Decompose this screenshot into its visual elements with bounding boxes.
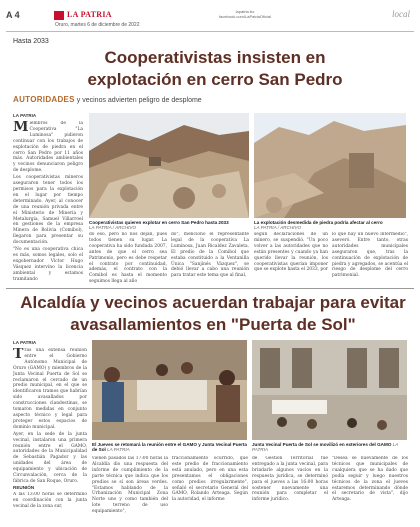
story1-photo2-credit: LA PATRIA / ARCHIVO xyxy=(254,225,302,231)
page-section-code: A 4 xyxy=(6,10,20,20)
story2-column-1b xyxy=(13,492,87,522)
story1-column-5 xyxy=(332,232,408,286)
story1-photo1-caption-text: Cooperativistas quieren explotar en cerro San Pedro hasta 2033 xyxy=(89,220,229,225)
story2-column-4 xyxy=(252,456,328,522)
story1-paragraph: "No es una cooperativa chica es más, somos legales, solo el exgobernador Víctor Hugo Vásquez intervino la licencia ambiental y estamos tramitando xyxy=(13,247,83,282)
story2-byline: LA PATRIA xyxy=(13,340,37,345)
story1-photo-hill xyxy=(254,113,406,218)
story1-column-2 xyxy=(89,232,167,286)
story1-photo1-caption xyxy=(89,220,249,231)
story2-paragraph: ras una extensa reunión entre el Gobierno Autónomo Municipal de Oruro (GAMO) y miembros de la Junta Vecinal Puerta de Sol se reclamaron el cercado de un predio municipal, en el que se identificaron tramos que habrían sido avasallados por construcciones clandestinas, se tomaron medidas en conjunto aspecto técnico y legal para proteger estos espacios de dominio municipal. xyxy=(13,348,87,430)
story1-kicker: Hasta 2033 xyxy=(13,38,49,45)
story1-column-3 xyxy=(171,232,249,286)
story1-paragraph: iembros de la Cooperativa "La Luminosa" pidieron continuar con los trabajos de explotación de piedra en el cerro San Pedro por 11 años más. Autoridades ambientales y vecinos denunciaron peligro de desplome. xyxy=(13,121,83,174)
story1-column-4 xyxy=(254,232,328,286)
contact-info: lapatria.bo facebook.com/LaPatriaOficial xyxy=(218,9,272,19)
dateline: Oruro, martes 6 de diciembre de 2022 xyxy=(55,22,140,28)
story2-dropcap: T xyxy=(13,348,24,362)
story2-photo4-caption xyxy=(252,442,407,453)
story2-paragraph: "Desea se nuevamente de los técnicos que municipales de cualquiera que se ha dado que podía seguir y luego nuestros técnicos de la zona el jueves estaremos determinando dónde el secretario de vista", dijo Arteaga. xyxy=(332,456,408,503)
section-name: local xyxy=(392,9,410,19)
story2-column-5 xyxy=(332,456,408,522)
story1-subhead-rest: y vecinos advierten peligro de desplome xyxy=(76,97,202,104)
page-header xyxy=(0,0,420,34)
story1-paragraph: do eso, pero no nos dejan, pues todos tienen su lugar. La cooperativa ha sido fundada 2007, antes de que el cerro sea Patrimonio, pero es debe respetar el contrato por continuidad, además, el contrato con la Comibol es hasta el momento seguimos llega al año xyxy=(89,232,167,285)
story1-dropcap: M xyxy=(13,121,29,135)
story2-column-2 xyxy=(92,456,168,522)
story2-photo-meeting xyxy=(92,340,247,440)
story2-subhead: REUNIÓN xyxy=(13,485,35,490)
story1-paragraph: Los cooperativistas mineros aseguraron tener todos los permisos para la explotación en el lugar por tiempo determinado. Ayer, al conocer de una reunión privada entre el Ministerio de Minería y Metalurgia, Samuel Villarroel en gestiones de la empresa Minera de Bolivia (Comibol), llegaron para presentar su documentación. xyxy=(13,175,83,246)
story-divider xyxy=(6,288,414,289)
story2-photo4-credit: LA PATRIA xyxy=(252,442,399,453)
story1-photo1-credit: LA PATRIA / ARCHIVO xyxy=(89,225,137,231)
story1-photo2-caption-text: La explotación desmedida de piedra podría afectar al cerro xyxy=(254,220,383,225)
newspaper-logo-icon xyxy=(54,11,64,20)
story1-column-1 xyxy=(13,121,83,285)
newspaper-name: LA PATRIA xyxy=(67,10,112,19)
story2-photo3-caption-text: El Jueves se retomará la reunión entre el GAMO y Junta Vecinal Puerta de Sol xyxy=(92,442,247,453)
story1-headline: Cooperativistas insisten en explotación en cerro San Pedro xyxy=(87,48,343,89)
story2-paragraph: vienen pasados las 17:00 horas la Alcaldía dio una respuesta del informe de cumplimiento de la parte técnica que indica que los predios se sí son áreas verdes. "Estamos hablando de la Urbanización Municipal Zona Norte uno y como también del lote terreno de uso equipamiento", xyxy=(92,456,168,515)
story1-photo2-caption xyxy=(254,220,406,231)
story1-paragraph: según declaraciones de un minero, se suspendió. "Un poco volver a las autoridades que no están presentes y cuando ya han querido llevar la reunión, los cooperativistas querían imponer que se explote hasta el 2033, por xyxy=(254,232,328,273)
story1-paragraph: do", mencionó el representante legal de la cooperativa La Luminosa, Juan Ricaldez Zavaleta. El predio de la Comibol que estaba constituido a la Ventanilla Única "Sanjinés Vázquez", se debió llevar a cabo una reunión para tratar este tema que al final, xyxy=(171,232,249,279)
story2-photo3-caption xyxy=(92,442,247,453)
story1-byline: LA PATRIA xyxy=(13,113,37,118)
story2-photo-protest xyxy=(252,340,407,440)
story2-photo4-caption-text: Junta Vecinal Puerta de Sol se movilizó en exteriores del GAMO xyxy=(252,442,392,447)
story1-paragraph: lo que hay un nuevo intermedio", aseveró. Entre tanto, otras autoridades municipales aseguraron que, tras la continuación de explotación de piedra y agregados, se acentúa el riesgo de desplome del cerro patrimonial. xyxy=(332,232,408,279)
story2-paragraph: fraccionamiento ocurrido, que este predio de fraccionamiento está anulado, pero en una esta presentamos el obligaciones como predios irregularmente", señaló el secretario General del GAMO, Rolando Arteaga. Según la autoridad, el informe xyxy=(172,456,248,503)
story2-photo3-credit: LA PATRIA xyxy=(107,447,130,453)
story2-column-3 xyxy=(172,456,248,522)
story2-headline: Alcaldía y vecinos acuerdan trabajar para evitar avasallamientos en "Puerta de Sol" xyxy=(20,293,406,334)
story1-subhead-highlight: AUTORIDADES xyxy=(13,95,75,104)
story1-subhead xyxy=(13,95,413,104)
story2-paragraph: Ayer, en la sede de la junta vecinal, instalaron una primera reunión entre el GAMO, autoridades de la Municipalidad de Sebastián Pagador y las unidades del área de equipamiento y ubicación de Circunvalación, cerca de la fábrica de San Roque, Oruro. xyxy=(13,431,87,484)
story2-paragraph: A las 13:00 horas se determinó en coordinación con la junta vecinal de la zona sur, xyxy=(13,492,87,509)
header-rule xyxy=(6,31,414,32)
story1-photo-quarry xyxy=(89,113,249,218)
story2-paragraph: de Gestión Territorial fue entregado a la junta vecinal, para brindarle algunos vacíos en la respuesta jurídica, se determinó para el jueves a las 16:00 horas sostener nuevamente una reunión para completar el informe jurídico. xyxy=(252,456,328,503)
story2-column-1 xyxy=(13,348,87,484)
